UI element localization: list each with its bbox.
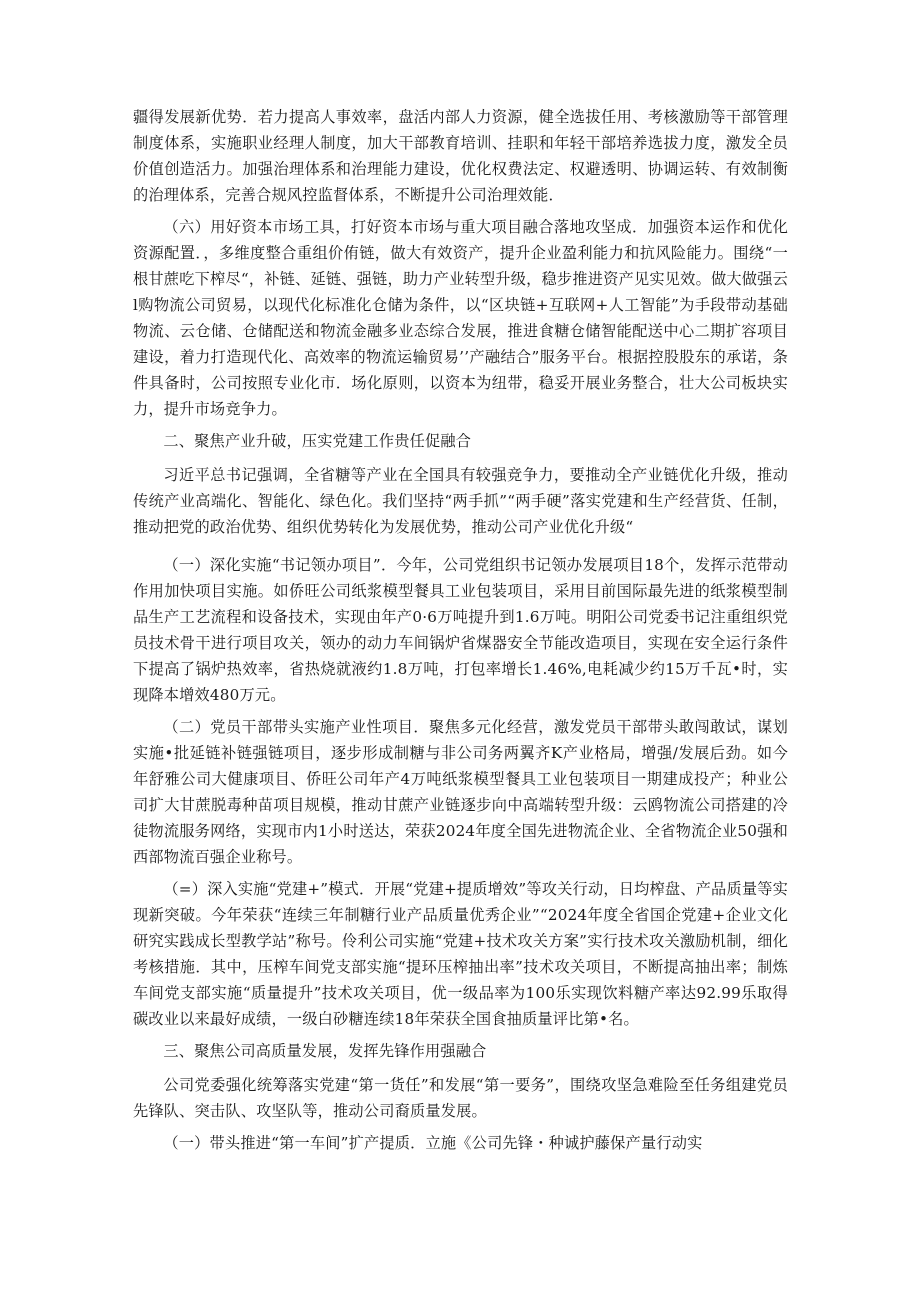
paragraph-capital-market: （六）用好资本市场工具，打好资本市场与重大项目融合落地攻坚成．加强资本运作和优化资源配置．，多维度整合重组价侑链，做大有效资产，提升企业盈利能力和抗风险能力。围绕“一根甘蔗吃下榨尽“，补链、延链、强链，助力产业转型升级，稳步推进资产见实见效。做大做强云l购物流公司贸易，以现代化标准化仓储为条件，以“区块链+互联网+人工智能”为手段带动基础物流、云仓储、仓储配送和物流金融多业态综合发展，推进食糖仓储智能配送中心二期扩容项目建设，着力打造现代化、高效率的物流运输贸易’’产融结合”服务平台。根据控股股东的承诺，条件具备时，公司按照专业化市．场化原则，以资本为纽带，稳妥开展业务整合，壮大公司板块实力，提升市场竞争力。 [133,218,788,418]
paragraph-first-workshop: （一）带头推进“第一车间”扩产提质．立施《公司先锋・种诚护藤保产量行动实 [163,1134,703,1152]
paragraph-secretary-projects: （一）深化实施“书记领办项目”．今年，公司党组织书记领办发展项目18个，发挥示范带动作用加快项目实施。如侨旺公司纸浆模型餐具工业包装项目，采用目前国际最先进的纸浆模型制品生产工艺流程和设备技术，实现由年产0·6万吨提升到1.6万吨。明阳公司党委书记注重组织党员技术骨干进行项目攻关，领办的动力车间锅炉省煤器安全节能改造项目，实现在安全运行条件下提高了锅炉热效率，省热烧就液约1.8万吨，打包率增长1.46%,电耗减少约15万千瓦•时，实现降本增效480万元。 [133,556,788,704]
paragraph-continuation: 疆得发展新优势．若力提高人事效率，盘活内部人力资源，健全选拔任用、考核激励等干部管理制度体系，实施职业经理人制度，加大干部教育培训、挂职和年轻干部培养选拔力度，激发全员价值创造活力。加强治理体系和治理能力建设，优化权费法定、权避透明、协调运转、有效制衡的治理体系，完善合规风控监督体系，不断提升公司治理效能． [133,108,788,204]
section-heading-3: 三、聚焦公司高质量发展，发挥先锋作用强融合 [163,1042,487,1060]
section-heading-2: 二、聚焦产业升破，压实党建工作贵任促融合 [163,432,472,450]
document-page [133,104,788,1164]
paragraph-vanguard-teams: 公司党委强化统筹落实党建“第一货任”和发展“第一要务”，围绕攻坚急难险至任务组建党员先锋队、突击队、攻坚队等，推动公司裔质量发展。 [133,1076,788,1120]
paragraph-party-plus-model: （=）深入实施“党建+”模式．开展“党建+提质增效”等攻关行动，日均榨盘、产品质量等实现新突破。今年荣获“连续三年制糖行业产品质量优秀企业”“2024年度全省国企党建+企业文化研究实践成长型教学站”称号。伶利公司实施“党建+技术攻关方案”实行技术攻关激励机制，细化考核措施．其中，压榨车间党支部实施“提环压榨抽出率”技术攻关项目，不断提高抽出率；制炼车间党支部实施“质量提升”技术攻关项目，优一级品率为100乐实现饮料糖产率达92.99乐取得碳改业以来最好成绩，一级白砂糖连续18年荣获全国食抽质量评比第•名。 [133,880,788,1028]
paragraph-industrial-projects: （二）党员干部带头实施产业性项目．聚焦多元化经营，激发党员干部带头敢闯敢试，谋划实施•批延链补链强链项目，逐步形成制糖与非公司务两翼齐K产业格局，增强/发展后劲。如今年舒雅公司大健康项目、侨旺公司年产4万吨纸浆模型餐具工业包装项目一期建成投产；种业公司扩大甘蔗脱毒种苗项目规模，推动甘蔗产业链逐步向中高端转型升级：云鸥物流公司搭建的冷徒物流服务网络，实现市内1小时送达，荣获2024年度全国先进物流企业、全省物流企业50强和西部物流百强企业称号。 [133,718,788,866]
paragraph-industry-upgrade: 习近平总书记强调，全省糖等产业在全国具有较强竞争力，要推动全产业链优化升级，推动传统产业高端化、智能化、绿色化。我们坚持“两手抓”“两手硬”落实党建和生产经营货、任制，推动把党的政治优势、组织优势转化为发展优势，推动公司产业优化升级“ [133,466,788,536]
